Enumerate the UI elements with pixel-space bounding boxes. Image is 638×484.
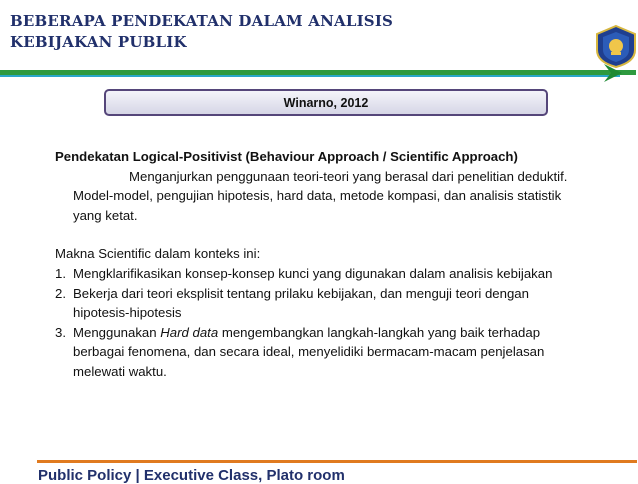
author-citation: Winarno, 2012 (283, 95, 369, 110)
list-item-number: 2. (55, 285, 66, 301)
footer-caption: Public Policy | Executive Class, Plato room (38, 467, 345, 484)
list-item-text-pre: Menggunakan (73, 324, 161, 340)
spacer (55, 225, 575, 244)
list-item (55, 284, 575, 323)
slide-title-line-2: KEBIJAKAN PUBLIK (10, 33, 187, 51)
list-item-number: 3. (55, 324, 66, 340)
content-body (55, 147, 575, 382)
list-item-text-italic: Hard data (160, 324, 219, 340)
list-item-text: Mengklarifikasikan konsep-konsep kunci yang digunakan dalam analisis kebijakan (73, 265, 553, 281)
list-intro: Makna Scientific dalam konteks ini: (55, 246, 261, 262)
approach-heading: Pendekatan Logical-Positivist (Behaviour Approach / Scientific Approach) (55, 149, 518, 164)
list-item-text-post: mengembangkan langkah-langkah yang baik terhadap berbagai fenomena, dan secara ideal, menyelidiki bermacam-macam penjelasan melewati waktu. (73, 324, 545, 379)
list-item (55, 323, 575, 382)
list-item-number: 1. (55, 265, 66, 281)
footer-divider (37, 460, 637, 463)
list-item-text: Bekerja dari teori eksplisit tentang prilaku kebijakan, dan menguji teori dengan hipotesis-hipotesis (73, 285, 529, 321)
slide-title (10, 11, 393, 53)
author-citation-box (104, 89, 548, 116)
approach-description: Menganjurkan penggunaan teori-teori yang berasal dari penelitian deduktif. Model-model, pengujian hipotesis, hard data, metode kompasi, dan analisis statistik yang ketat. (73, 168, 568, 223)
list-item (55, 264, 575, 284)
scientific-meaning-list (55, 264, 575, 382)
slide-title-line-1: BEBERAPA PENDEKATAN DALAM ANALISIS (10, 12, 394, 30)
header-divider-arrow (0, 62, 638, 86)
